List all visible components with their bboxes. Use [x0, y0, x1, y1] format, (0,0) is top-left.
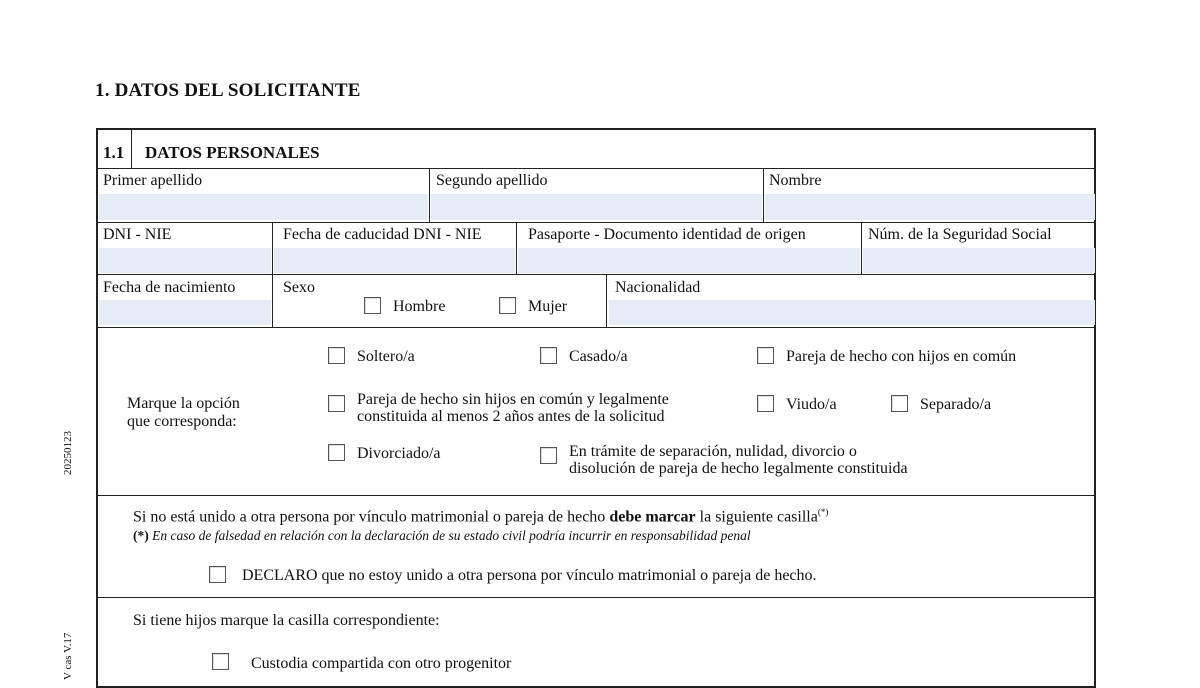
personal-data-form — [96, 128, 1096, 688]
segundo-apellido-input[interactable] — [431, 194, 762, 220]
no-unido-note — [133, 528, 751, 544]
cell-divider — [429, 168, 430, 222]
section-title: 1. DATOS DEL SOLICITANTE — [95, 80, 361, 101]
casado-checkbox[interactable] — [540, 347, 557, 364]
soltero-checkbox[interactable] — [328, 347, 345, 364]
pasaporte-input[interactable] — [518, 248, 860, 273]
viudo-label: Viudo/a — [786, 396, 837, 413]
no-unido-note-marker: (*) — [133, 528, 149, 543]
divorciado-label: Divorciado/a — [357, 445, 441, 462]
row-divider — [98, 495, 1094, 496]
primer-apellido-label: Primer apellido — [103, 172, 203, 189]
subsection-title: DATOS PERSONALES — [145, 143, 320, 162]
pareja-sin-hijos-checkbox[interactable] — [328, 395, 345, 412]
row-divider — [98, 597, 1094, 598]
divorciado-checkbox[interactable] — [328, 444, 345, 461]
cell-divider — [606, 274, 607, 327]
no-unido-note-text: En caso de falsedad en relación con la declaración de su estado civil podría incurrir en responsabilidad penal — [148, 528, 751, 543]
dni-nie-input[interactable] — [99, 248, 271, 273]
hijos-prompt: Si tiene hijos marque la casilla correspondiente: — [133, 612, 440, 629]
nacionalidad-input[interactable] — [609, 300, 1095, 325]
pasaporte-label: Pasaporte - Documento identidad de origen — [528, 226, 806, 243]
no-unido-text-bold: debe marcar — [609, 508, 696, 526]
casado-label: Casado/a — [569, 348, 628, 365]
fecha-nacimiento-label: Fecha de nacimiento — [103, 279, 236, 296]
header-divider — [131, 130, 132, 168]
fecha-caducidad-input[interactable] — [274, 248, 515, 273]
primer-apellido-input[interactable] — [99, 194, 428, 220]
cell-divider — [861, 222, 862, 274]
estado-civil-prompt — [127, 395, 240, 431]
mujer-checkbox[interactable] — [499, 297, 516, 314]
row-divider — [98, 168, 1094, 169]
row-divider — [98, 274, 1094, 275]
pareja-con-hijos-checkbox[interactable] — [757, 347, 774, 364]
viudo-checkbox[interactable] — [757, 395, 774, 412]
tramite-label — [569, 443, 908, 477]
declaro-label: DECLARO que no estoy unido a otra persona por vínculo matrimonial o pareja de hecho. — [242, 567, 817, 584]
seguridad-social-input[interactable] — [863, 248, 1095, 273]
pareja-sin-hijos-line2: constituida al menos 2 años antes de la solicitud — [357, 408, 665, 425]
no-unido-text-after: la siguiente casilla — [695, 508, 818, 526]
hombre-checkbox[interactable] — [364, 297, 381, 314]
dni-nie-label: DNI - NIE — [103, 226, 172, 243]
pareja-con-hijos-label: Pareja de hecho con hijos en común — [786, 348, 1017, 365]
tramite-line2: disolución de pareja de hecho legalmente constituida — [569, 460, 908, 477]
subsection-number: 1.1 — [103, 143, 125, 162]
cell-divider — [763, 168, 764, 222]
custodia-checkbox[interactable] — [212, 653, 229, 670]
nombre-input[interactable] — [765, 194, 1095, 220]
nombre-label: Nombre — [769, 172, 822, 189]
no-unido-instruction — [133, 507, 828, 526]
row-divider — [98, 327, 1094, 328]
segundo-apellido-label: Segundo apellido — [436, 172, 548, 189]
separado-label: Separado/a — [920, 396, 992, 413]
seguridad-social-label: Núm. de la Seguridad Social — [868, 226, 1052, 243]
row-divider — [98, 222, 1094, 223]
no-unido-superscript: (*) — [817, 507, 829, 517]
fecha-caducidad-label: Fecha de caducidad DNI - NIE — [283, 226, 482, 243]
no-unido-text-before: Si no está unido a otra persona por vínculo matrimonial o pareja de hecho — [133, 508, 610, 526]
estado-civil-prompt-line1: Marque la opción — [127, 395, 240, 412]
estado-civil-prompt-line2: que corresponda: — [127, 413, 237, 430]
pareja-sin-hijos-line1: Pareja de hecho sin hijos en común y legalmente — [357, 391, 669, 408]
margin-version: V cas V.17 — [62, 632, 74, 680]
sexo-label: Sexo — [283, 279, 315, 296]
separado-checkbox[interactable] — [891, 395, 908, 412]
mujer-label: Mujer — [528, 298, 568, 315]
cell-divider — [516, 222, 517, 274]
nacionalidad-label: Nacionalidad — [615, 279, 701, 296]
custodia-label: Custodia compartida con otro progenitor — [251, 655, 512, 672]
tramite-line1: En trámite de separación, nulidad, divorcio o — [569, 443, 857, 460]
fecha-nacimiento-input[interactable] — [99, 300, 271, 325]
tramite-checkbox[interactable] — [540, 447, 557, 464]
margin-code: 20250123 — [62, 431, 74, 475]
hombre-label: Hombre — [393, 298, 446, 315]
soltero-label: Soltero/a — [357, 348, 415, 365]
declaro-checkbox[interactable] — [209, 566, 226, 583]
pareja-sin-hijos-label — [357, 391, 669, 425]
